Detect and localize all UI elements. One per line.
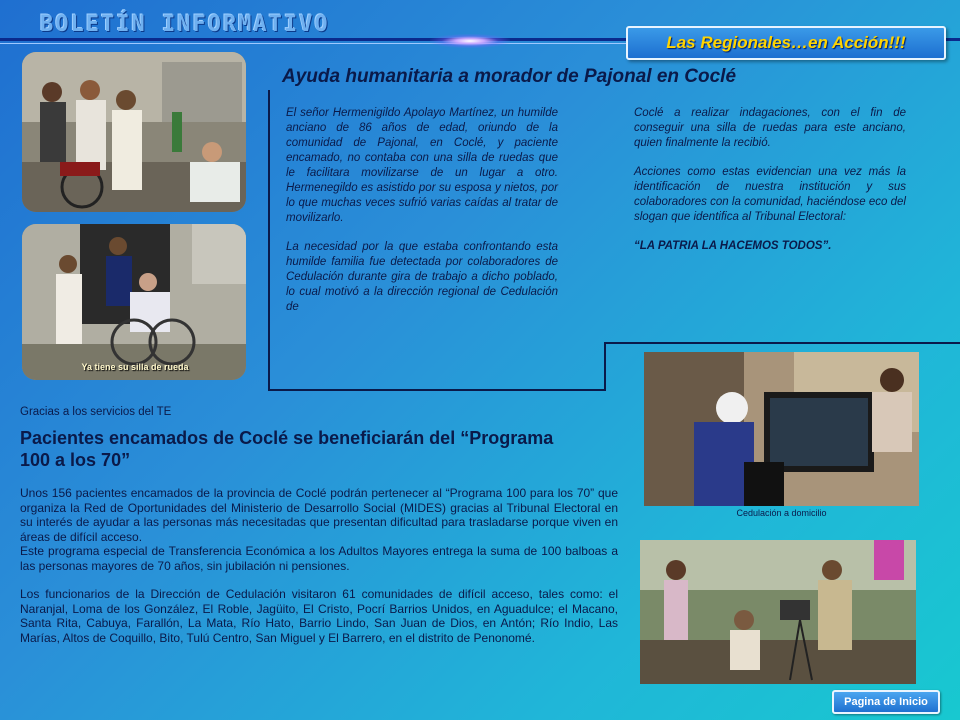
article-kicker: Gracias a los servicios del TE <box>20 406 172 418</box>
header-rule <box>0 38 626 41</box>
article-column-1 <box>286 106 558 329</box>
frame-line-bottom <box>268 389 606 391</box>
paragraph: Coclé a realizar indagaciones, con el fin de conseguir una silla de ruedas para este anciano, quien finalmente la recibió. <box>634 107 906 149</box>
photo-outdoor-registration <box>640 540 916 684</box>
section-badge: Las Regionales…en Acción!!! <box>626 26 946 60</box>
photo-caption: Ya tiene su silla de rueda <box>81 362 189 372</box>
newsletter-title: BOLETÍN INFORMATIVO <box>40 12 330 37</box>
frame-line-top-right <box>604 342 960 344</box>
article-column-2 <box>634 106 906 268</box>
photo-home-registration <box>644 352 919 506</box>
lens-flare-decoration <box>430 34 510 48</box>
paragraph: Los funcionarios de la Dirección de Cedulación visitaron 61 comunidades de difícil acceso, tales como: el Naranjal, Loma de los González, El Roble, Jagüito, El Cristo, Pocrí Barrios Unidos, en Aguadulce; el Macano, Santa Rita, Cabuya, Farallón, La Mata, Río Hato, Barrio Lindo, San Juan de Dios, en Antón; Río Indio, Las Marías, Altos de Coquillo, Bito, Tulú Centro, San Miguel y El Barrero, en el distrito de Penonomé. <box>20 587 618 645</box>
header-rule-right <box>946 38 960 41</box>
paragraph: Acciones como estas evidencian una vez más la identificación de nuestra institución y sus colaboradores con la comunidad, haciéndose eco del slogan que identifica al Tribunal Electoral: <box>634 166 906 223</box>
home-page-button[interactable]: Pagina de Inicio <box>832 690 940 714</box>
article-title-2: Pacientes encamados de Coclé se beneficiarán del “Programa 100 a los 70” <box>20 428 554 470</box>
photo-caption-2: Cedulación a domicilio <box>736 508 827 518</box>
article-title: Ayuda humanitaria a morador de Pajonal en Coclé <box>282 66 737 87</box>
frame-line-left <box>268 90 270 390</box>
paragraph: El señor Hermenigildo Apolayo Martínez, un humilde anciano de 86 años de edad, oriundo de la comunidad de Pajonal, en Coclé, y paciente encamado, no contaba con una silla de ruedas que le facilitara movilizarse de un lugar a otro. Hermenegildo es asistido por su esposa y nietos, por lo que muchas veces sufrió varias caídas al tratar de movilizarlo. <box>286 107 558 224</box>
paragraph: Unos 156 pacientes encamados de la provincia de Coclé podrán pertenecer al “Programa 100 para los 70” que organiza la Red de Oportunidades del Ministerio de Desarrollo Social (MIDES) gracias al Tribunal Electoral en su interés de ayudar a las personas más necesitadas que presentan dificultad para trasladarse porque viven en áreas de difícil acceso. <box>20 486 618 544</box>
slogan: “LA PATRIA LA HACEMOS TODOS”. <box>634 240 832 252</box>
frame-line-step <box>604 342 606 391</box>
paragraph: La necesidad por la que estaba confrontando esta humilde familia fue detectada por colaboradores de Cedulación durante gira de trabajo a dicho poblado, lo cual motivó a la dirección regional de Cedulación de <box>286 241 558 313</box>
paragraph: Este programa especial de Transferencia Económica a los Adultos Mayores entrega la suma de 100 balboas a las personas mayores de 70 años, sin jubilación ni pensiones. <box>20 544 618 573</box>
photo-man-in-wheelchair <box>22 224 246 380</box>
header-rule-thin <box>0 43 626 44</box>
photo-family-wheelchair <box>22 52 246 212</box>
article-body-2 <box>20 486 618 659</box>
